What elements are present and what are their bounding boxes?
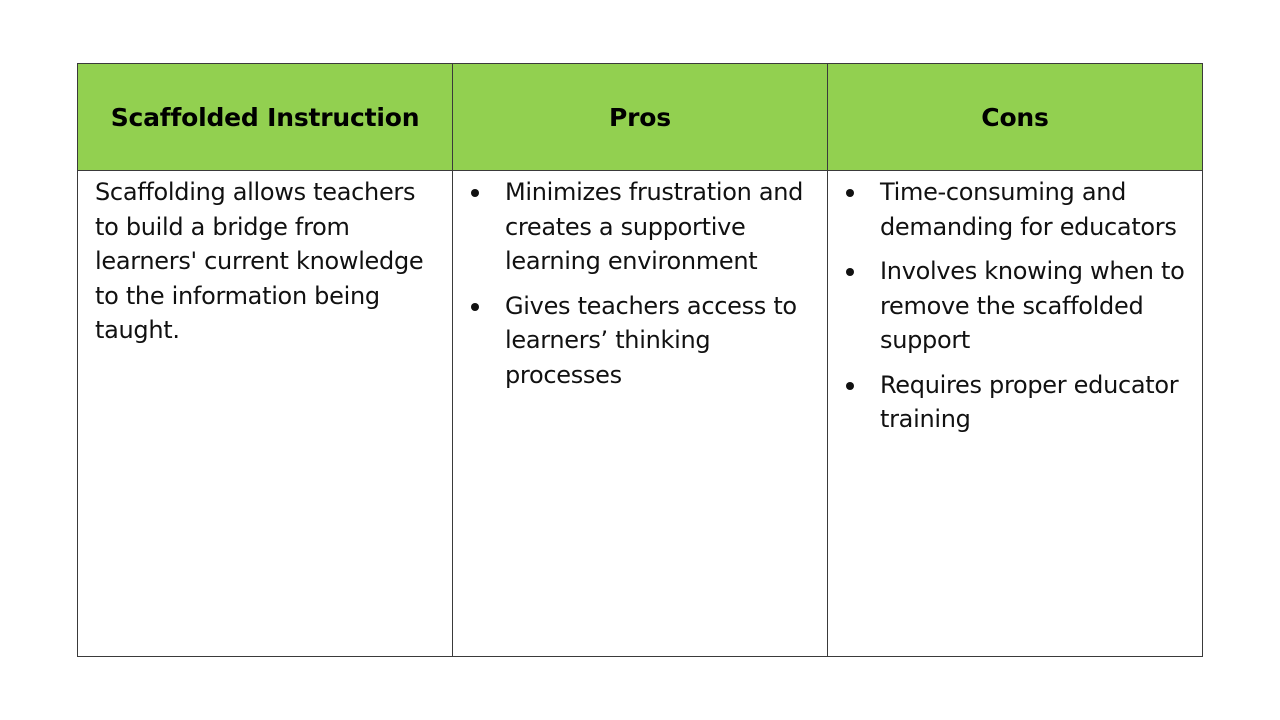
cons-item (828, 254, 1202, 358)
comparison-table (77, 63, 1203, 657)
cons-item (828, 368, 1202, 437)
cons-item-text: Requires proper educator training (880, 370, 1179, 433)
header-scaffolded-instruction: Scaffolded Instruction (78, 64, 453, 171)
cons-item-text: Involves knowing when to remove the scaffolded support (880, 257, 1185, 354)
bullet-icon (846, 189, 854, 197)
pros-item-text: Gives teachers access to learners’ thinking processes (505, 291, 797, 389)
cons-item (828, 175, 1202, 244)
cons-cell (828, 171, 1202, 656)
bullet-icon (471, 189, 479, 197)
description-text: Scaffolding allows teachers to build a bridge from learners' current knowledge to the information being taught. (95, 178, 424, 344)
description-cell (78, 171, 453, 656)
pros-item-text: Minimizes frustration and creates a supportive learning environment (505, 178, 804, 275)
bullet-icon (846, 268, 854, 276)
header-cons: Cons (828, 64, 1202, 171)
pros-list (453, 175, 827, 392)
header-pros: Pros (453, 64, 828, 171)
bullet-icon (846, 382, 854, 390)
pros-item (453, 175, 827, 279)
bullet-icon (471, 303, 479, 311)
pros-cell (453, 171, 828, 656)
pros-item (453, 289, 827, 393)
cons-item-text: Time-consuming and demanding for educators (880, 178, 1177, 241)
cons-list (828, 175, 1202, 437)
